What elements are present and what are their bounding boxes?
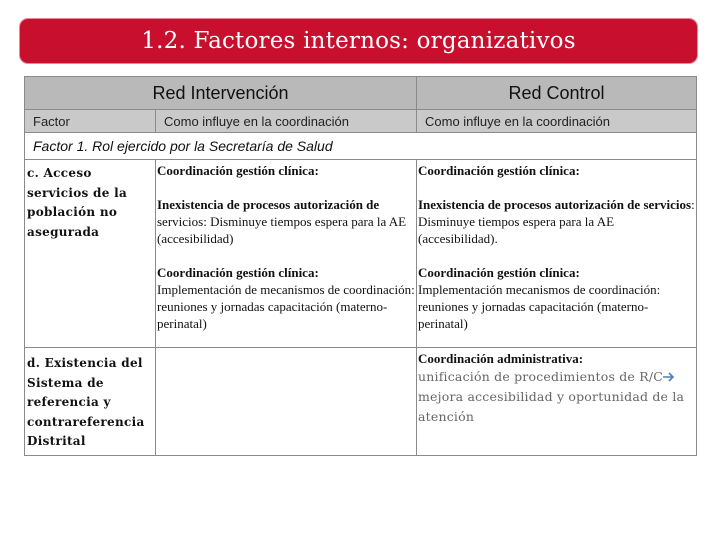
subheader-intervencion: Como influye en la coordinación: [156, 110, 417, 133]
cell-heading: Coordinación gestión clínica:: [418, 163, 580, 178]
control-cell: [417, 160, 697, 348]
right-arrow-icon: [663, 369, 675, 384]
intervencion-cell: [156, 160, 417, 348]
subheader-factor: Factor: [25, 110, 156, 133]
cell-heading: servicios: [643, 197, 692, 212]
cell-text: Implementación de mecanismos de coordinación: reuniones y jornadas capacitación (materno-perinatal): [157, 282, 415, 331]
cell-heading: Coordinación gestión clínica:: [418, 265, 580, 280]
cell-text: unificación de procedimientos de R/C: [418, 369, 663, 384]
comparison-table: [24, 76, 697, 456]
subheader-control: Como influye en la coordinación: [417, 110, 697, 133]
section-row: [25, 133, 697, 160]
title-bar: [20, 19, 697, 63]
header-row: [25, 77, 697, 110]
cell-heading: Coordinación gestión clínica:: [157, 265, 319, 280]
page-title: 1.2. Factores internos: organizativos: [141, 28, 576, 54]
header-intervencion: Red Intervención: [25, 77, 417, 110]
cell-heading: Inexistencia de procesos autorización de: [157, 197, 380, 212]
table-row: [25, 348, 697, 456]
cell-heading: Coordinación administrativa:: [418, 351, 584, 366]
cell-text: : Disminuye tiempos espera para la AE (accesibilidad).: [418, 197, 695, 246]
header-control: Red Control: [417, 77, 697, 110]
cell-text: : Disminuye tiempos espera para la AE (accesibilidad): [157, 214, 407, 246]
cell-text: mejora accesibilidad y oportunidad de la atención: [418, 389, 685, 424]
cell-text: Implementación mecanismos de coordinación: reuniones y jornadas capacitación (materno-perinatal): [418, 282, 661, 331]
subheader-row: [25, 110, 697, 133]
control-cell: [417, 348, 697, 456]
factor-cell: c. Acceso servicios de la población no asegurada: [25, 160, 156, 348]
cell-heading: Coordinación gestión clínica:: [157, 163, 319, 178]
table-row: [25, 160, 697, 348]
factor-cell: d. Existencia del Sistema de referencia y contrareferencia Distrital: [25, 348, 156, 456]
cell-heading: Inexistencia de procesos autorización de: [418, 197, 641, 212]
cell-text: servicios: [157, 214, 204, 229]
section-title: Factor 1. Rol ejercido por la Secretaría de Salud: [25, 133, 697, 160]
intervencion-cell-empty: [156, 348, 417, 456]
